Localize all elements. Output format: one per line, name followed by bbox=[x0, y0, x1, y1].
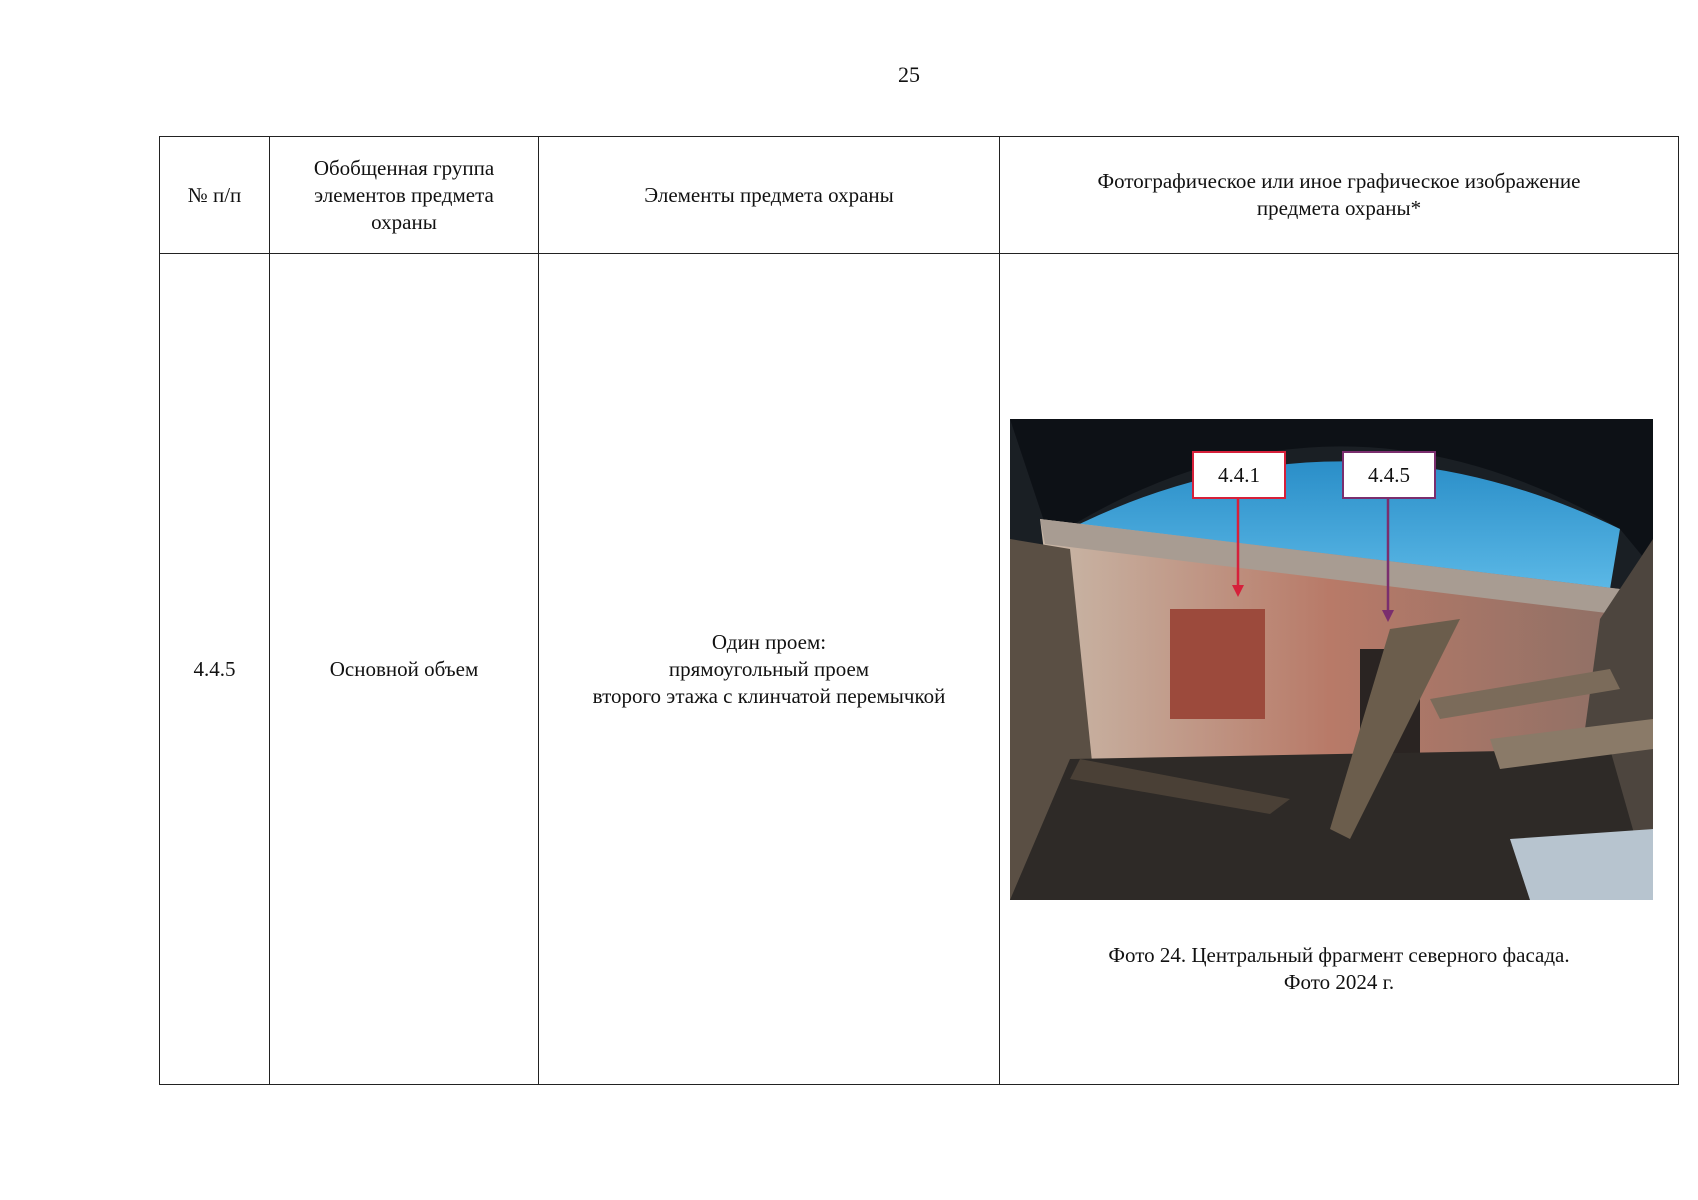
callout-4-4-5: 4.4.5 bbox=[1342, 451, 1436, 499]
row-elements bbox=[539, 254, 1000, 1085]
header-image-line: Фотографическое или иное графическое изображение bbox=[1097, 169, 1581, 193]
photo-caption-line: Фото 2024 г. bbox=[1283, 970, 1395, 994]
facade-photo bbox=[1010, 419, 1653, 900]
header-image-line: предмета охраны* bbox=[1256, 196, 1422, 220]
photo-caption bbox=[1000, 942, 1678, 996]
protection-table bbox=[159, 136, 1679, 1085]
callout-4-4-1: 4.4.1 bbox=[1192, 451, 1286, 499]
table-header-row bbox=[160, 137, 1679, 254]
row-image-cell bbox=[1000, 254, 1679, 1085]
photo-caption-line: Фото 24. Центральный фрагмент северного фасада. bbox=[1108, 943, 1570, 967]
header-group-line: элементов предмета bbox=[314, 182, 494, 207]
table-row bbox=[160, 254, 1679, 1085]
header-group bbox=[270, 137, 539, 254]
row-group: Основной объем bbox=[270, 254, 539, 1085]
header-num: № п/п bbox=[160, 137, 270, 254]
row-elements-line: Один проем: bbox=[711, 629, 827, 654]
row-elements-line: прямоугольный проем bbox=[668, 656, 870, 681]
facade-photo-illustration bbox=[1010, 419, 1653, 900]
header-group-line: Обобщенная группа bbox=[313, 155, 495, 180]
header-elements: Элементы предмета охраны bbox=[539, 137, 1000, 254]
row-num: 4.4.5 bbox=[160, 254, 270, 1085]
page-number: 25 bbox=[898, 62, 920, 87]
header-group-line: охраны bbox=[371, 209, 437, 234]
header-image bbox=[1000, 137, 1679, 254]
row-elements-line: второго этажа с клинчатой перемычкой bbox=[592, 683, 946, 708]
